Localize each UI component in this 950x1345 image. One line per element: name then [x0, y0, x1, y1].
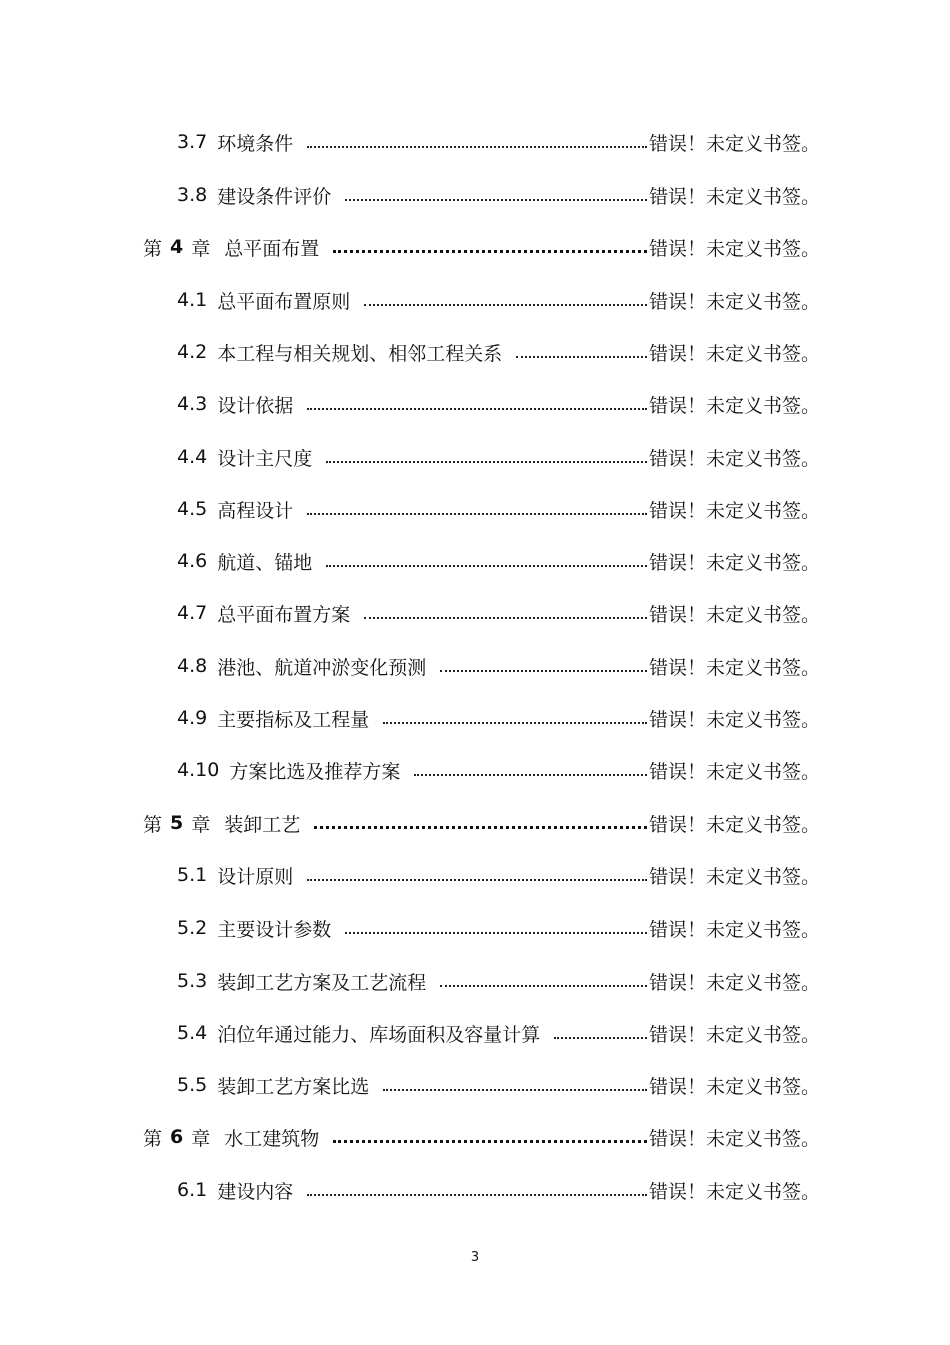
toc-entry-page-ref: 错误！未定义书签。	[648, 1180, 820, 1203]
toc-entry-number: 4.1	[177, 289, 208, 311]
toc-entry-title: 设计主尺度	[217, 447, 313, 470]
toc-chapter-number: 5	[170, 812, 184, 834]
toc-entry-number: 4.4	[177, 446, 208, 468]
toc-dot-leader	[333, 1122, 647, 1152]
toc-entry-title: 装卸工艺方案及工艺流程	[217, 971, 427, 994]
toc-dot-leader	[333, 232, 647, 262]
toc-entry-page-ref: 错误！未定义书签。	[648, 132, 820, 155]
toc-entry-page-ref: 错误！未定义书签。	[648, 918, 820, 941]
toc-chapter-entry[interactable]	[143, 232, 820, 262]
toc-entry-page-ref: 错误！未定义书签。	[648, 342, 820, 365]
toc-entry-number: 4.8	[177, 655, 208, 677]
toc-entry-title: 港池、航道冲淤变化预测	[217, 656, 427, 679]
toc-entry[interactable]	[177, 966, 820, 996]
toc-entry-page-ref: 错误！未定义书签。	[648, 760, 820, 783]
toc-dot-leader	[314, 808, 647, 838]
toc-entry[interactable]	[177, 1018, 820, 1048]
toc-entry-page-ref: 错误！未定义书签。	[648, 551, 820, 574]
toc-entry-number: 4.5	[177, 498, 208, 520]
toc-entry-number: 5.5	[177, 1074, 208, 1096]
toc-entry-number: 4.6	[177, 550, 208, 572]
toc-entry-page-ref: 错误！未定义书签。	[648, 394, 820, 417]
toc-entry[interactable]	[177, 913, 820, 943]
toc-chapter-title: 总平面布置	[224, 237, 320, 260]
toc-dot-leader	[307, 389, 647, 419]
toc-chapter-title: 装卸工艺	[224, 813, 301, 836]
toc-entry[interactable]	[177, 180, 820, 210]
toc-dot-leader	[516, 337, 647, 367]
toc-entry-page-ref: 错误！未定义书签。	[648, 290, 820, 313]
toc-dot-leader	[307, 494, 647, 524]
toc-chapter-entry[interactable]	[143, 1122, 820, 1152]
toc-entry-title: 环境条件	[217, 132, 294, 155]
toc-dot-leader	[326, 442, 647, 472]
toc-chapter-prefix: 第	[143, 1127, 163, 1150]
toc-chapter-prefix: 第	[143, 813, 163, 836]
toc-entry-title: 设计依据	[217, 394, 294, 417]
toc-entry[interactable]	[177, 860, 820, 890]
toc-entry-page-ref: 错误！未定义书签。	[648, 185, 820, 208]
toc-entry-page-ref: 错误！未定义书签。	[648, 447, 820, 470]
toc-entry-page-ref: 错误！未定义书签。	[648, 237, 820, 260]
toc-entry[interactable]	[177, 755, 820, 785]
toc-entry-title: 航道、锚地	[217, 551, 313, 574]
toc-entry-title: 设计原则	[217, 865, 294, 888]
toc-entry-page-ref: 错误！未定义书签。	[648, 656, 820, 679]
toc-entry-title: 建设内容	[217, 1180, 294, 1203]
toc-entry[interactable]	[177, 1175, 820, 1205]
toc-dot-leader	[364, 285, 647, 315]
toc-entry-number: 4.7	[177, 602, 208, 624]
toc-dot-leader	[345, 180, 647, 210]
toc-entry-page-ref: 错误！未定义书签。	[648, 865, 820, 888]
toc-entry-title: 总平面布置方案	[217, 603, 351, 626]
toc-entry-page-ref: 错误！未定义书签。	[648, 1127, 820, 1150]
toc-dot-leader	[345, 913, 647, 943]
toc-entry[interactable]	[177, 494, 820, 524]
toc-entry-page-ref: 错误！未定义书签。	[648, 971, 820, 994]
toc-entry-title: 高程设计	[217, 499, 294, 522]
toc-entry[interactable]	[177, 285, 820, 315]
toc-entry[interactable]	[177, 703, 820, 733]
toc-entry-page-ref: 错误！未定义书签。	[648, 1023, 820, 1046]
toc-dot-leader	[383, 1070, 647, 1100]
toc-entry-number: 3.7	[177, 131, 208, 153]
toc-chapter-number: 4	[170, 236, 184, 258]
toc-entry[interactable]	[177, 337, 820, 367]
toc-dot-leader	[383, 703, 647, 733]
toc-entry-number: 5.1	[177, 864, 208, 886]
toc-entry-page-ref: 错误！未定义书签。	[648, 708, 820, 731]
toc-entry-number: 5.2	[177, 917, 208, 939]
toc-chapter-prefix: 第	[143, 237, 163, 260]
toc-entry-title: 主要设计参数	[217, 918, 332, 941]
toc-entry-title: 方案比选及推荐方案	[229, 760, 401, 783]
toc-entry[interactable]	[177, 442, 820, 472]
toc-entry-title: 本工程与相关规划、相邻工程关系	[217, 342, 503, 365]
toc-entry-number: 3.8	[177, 184, 208, 206]
toc-chapter-title: 水工建筑物	[224, 1127, 320, 1150]
toc-dot-leader	[364, 598, 647, 628]
toc-entry-title: 装卸工艺方案比选	[217, 1075, 370, 1098]
toc-entry-title: 建设条件评价	[217, 185, 332, 208]
toc-entry[interactable]	[177, 651, 820, 681]
toc-entry[interactable]	[177, 598, 820, 628]
toc-dot-leader	[554, 1018, 647, 1048]
toc-chapter-suffix: 章	[191, 237, 211, 260]
page-number: 3	[470, 1250, 480, 1265]
toc-dot-leader	[414, 755, 647, 785]
toc-chapter-suffix: 章	[191, 813, 211, 836]
toc-entry-number: 4.3	[177, 393, 208, 415]
toc-entry-number: 4.2	[177, 341, 208, 363]
toc-entry-title: 泊位年通过能力、库场面积及容量计算	[217, 1023, 541, 1046]
toc-entry-page-ref: 错误！未定义书签。	[648, 603, 820, 626]
toc-entry-number: 5.4	[177, 1022, 208, 1044]
toc-entry[interactable]	[177, 127, 820, 157]
toc-dot-leader	[307, 1175, 647, 1205]
toc-entry-title: 总平面布置原则	[217, 290, 351, 313]
toc-entry[interactable]	[177, 1070, 820, 1100]
toc-dot-leader	[326, 546, 647, 576]
toc-entry-page-ref: 错误！未定义书签。	[648, 1075, 820, 1098]
toc-chapter-number: 6	[170, 1126, 184, 1148]
toc-entry[interactable]	[177, 389, 820, 419]
toc-dot-leader	[307, 860, 647, 890]
toc-entry-number: 4.10	[177, 759, 220, 781]
toc-chapter-entry[interactable]	[143, 808, 820, 838]
toc-dot-leader	[440, 966, 647, 996]
toc-chapter-suffix: 章	[191, 1127, 211, 1150]
toc-dot-leader	[307, 127, 647, 157]
toc-entry-number: 6.1	[177, 1179, 208, 1201]
toc-entry-title: 主要指标及工程量	[217, 708, 370, 731]
toc-entry[interactable]	[177, 546, 820, 576]
toc-dot-leader	[440, 651, 647, 681]
toc-entry-page-ref: 错误！未定义书签。	[648, 499, 820, 522]
toc-entry-page-ref: 错误！未定义书签。	[648, 813, 820, 836]
toc-entry-number: 5.3	[177, 970, 208, 992]
toc-entry-number: 4.9	[177, 707, 208, 729]
